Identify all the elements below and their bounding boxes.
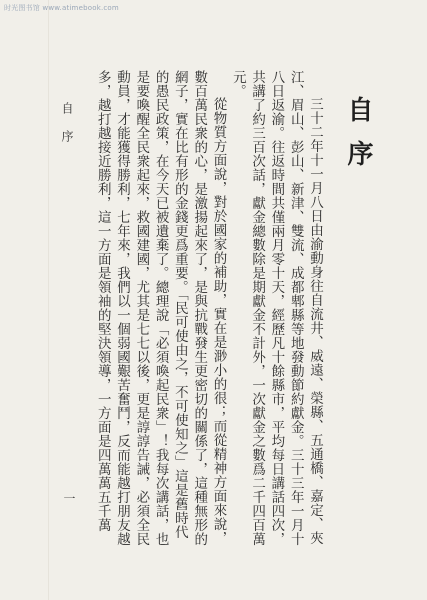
page-number: 一 bbox=[62, 492, 76, 504]
chapter-title: 自序 bbox=[343, 96, 373, 184]
running-title: 自序 bbox=[60, 102, 74, 158]
body-text bbox=[62, 70, 324, 548]
page-gutter-line bbox=[48, 0, 49, 600]
watermark-text: 时光图书馆 www.atimebook.com bbox=[4, 4, 119, 12]
paragraph: 三十二年十一月八日由渝動身往自流井、威遠、榮縣、五通橋、嘉定、夾江、眉山、彭山、新津、雙流、成都郫縣等地發動節約獻金。三十三年一月十八日返渝。往返時間共僅兩月零十天，經歷凡十餘縣市，平均每日講話四次，共講了約三百次話，獻金總數除是期獻金不計外，一次獻金之數爲二千四百萬元。 bbox=[229, 70, 323, 546]
paragraph: 從物質方面說，對於國家的補助，實在是渺小的很；而從精神方面來說，數百萬民衆的心，是激揚起來了，是與抗戰發生更密切的關係了，這種無形的網子，實在比有形的金錢更爲重要。「民可使由之，不可使知之」這是舊時代的愚民政策，在今天已被遺棄了。總理說「必須喚起民衆」！我每次講話，也是要喚醒全民衆起來，救國建國，尤其是七七以後，更是諄諄告誡，必須全民動員，才能獲得勝利，七年來，我們以一個弱國艱苦奮鬥，反而能越打朋友越多，越打越接近勝利，這一方面是領袖的堅決領導，一方面是四萬萬五千萬 bbox=[94, 70, 227, 546]
